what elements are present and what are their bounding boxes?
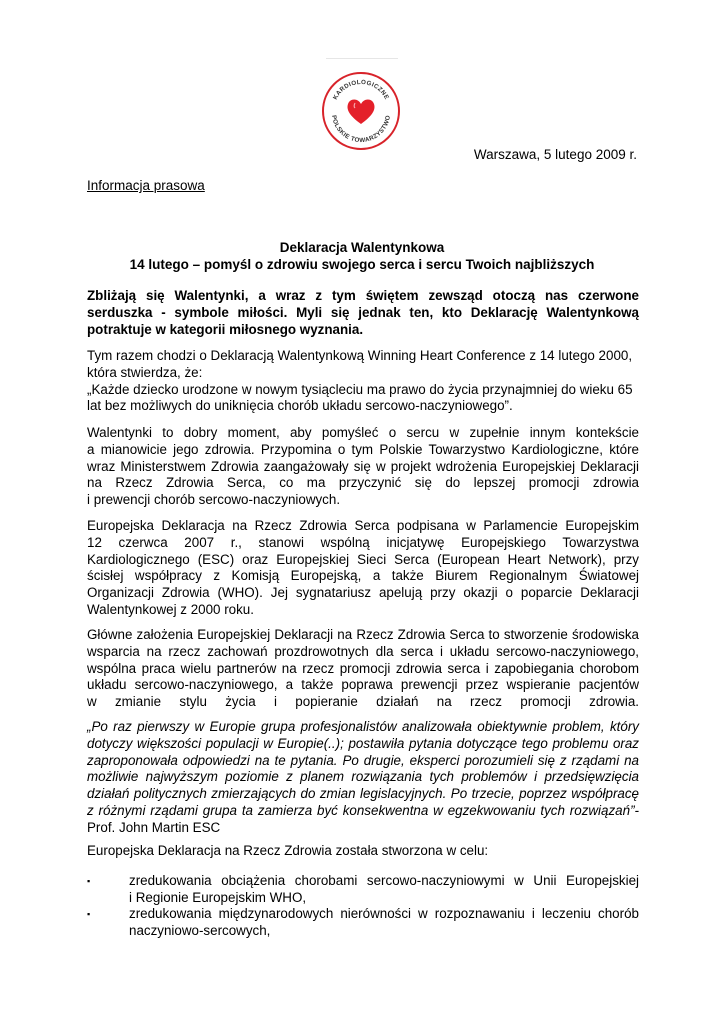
- logo-text-bottom: POLSKIE TOWARZYSTWO: [330, 114, 392, 145]
- paragraph-line: Europejska Deklaracja na Rzecz Zdrowia została stworzona w celu:: [87, 843, 489, 858]
- bullet-line: zredukowania międzynarodowych nierówności w rozpoznawaniu i leczeniu chorób: [129, 906, 639, 921]
- ptk-logo: [320, 70, 402, 152]
- paragraph-line: Tym razem chodzi o Deklaracją Walentynkową Winning Heart Conference z 14 lutego 2000,: [87, 348, 633, 363]
- paragraph-2: [87, 425, 639, 509]
- bullet-line: zredukowania obciążenia chorobami sercowo-naczyniowymi w Unii Europejskiej: [129, 873, 639, 888]
- paragraph-1: [87, 348, 639, 415]
- lead-line: serduszka - symbole miłości. Myli się jednak ten, kto Deklarację Walentynkową: [87, 304, 639, 320]
- paragraph-line: na Rzecz Zdrowia Serca, co ma przyczynić się do lepszej promocji zdrowia: [87, 475, 639, 491]
- paragraph-line: „Każde dziecko urodzone w nowym tysiącleciu ma prawo do życia przynajmniej do wieku 65: [87, 381, 633, 397]
- bullet-item-1: [87, 873, 639, 907]
- bullet-icon: ▪: [87, 909, 91, 919]
- logo-text-top: KARDIOLOGICZNE: [331, 78, 391, 101]
- paragraph-line: Europejska Deklaracja na Rzecz Zdrowia Serca podpisana w Parlamencie Europejskim: [87, 518, 639, 533]
- paragraph-line: która stwierdza, że:: [87, 364, 203, 380]
- paragraph-line: lat bez możliwych do uniknięcia chorób układu sercowo-naczyniowego”.: [87, 398, 513, 414]
- quote-line: zaproponowała odpowiedzi na te pytania. Po drugie, eksperci porozumieli się z rządami na: [87, 752, 639, 768]
- paragraph-line: a mianowicie jego zdrowia. Przypomina o tym Polskie Towarzystwo Kardiologiczne, które: [87, 441, 639, 457]
- paragraph-line: Główne założenia Europejskiej Deklaracji na Rzecz Zdrowia Serca to stworzenie środowiska: [87, 627, 639, 642]
- paragraph-line: 12 czerwca 2007 r., stanowi wspólną inicjatywę Europejskiego Towarzystwa: [87, 534, 639, 550]
- paragraph-line: Walentynki to dobry moment, aby pomyśleć o sercu w zupełnie innym kontekście: [87, 425, 639, 440]
- bullet-line: naczyniowo-sercowych,: [129, 922, 271, 938]
- paragraph-line: ścisłej współpracy z Komisją Europejską, a także Biurem Regionalnym Światowej: [87, 568, 639, 584]
- press-release-label: Informacja prasowa: [87, 178, 205, 193]
- document-subtitle: 14 lutego – pomyśl o zdrowiu swojego serca i sercu Twoich najbliższych: [129, 257, 595, 272]
- paragraph-line: Walentynkowej z 2000 roku.: [87, 601, 254, 617]
- quote-line: działań politycznych zmierzających do zmian legislacyjnych. Po trzecie, poprzez współpracę: [87, 786, 639, 802]
- paragraph-line: w zmianie stylu życia i popieranie działań na rzecz promocji zdrowia.: [87, 694, 639, 710]
- paragraph-line: Organizacji Zdrowia (WHO). Jej sygnatariusz apelują przy okazji o poparcie Deklaracji: [87, 585, 639, 601]
- date-line: Warszawa, 5 lutego 2009 r.: [473, 147, 637, 162]
- quote-line: „Po raz pierwszy w Europie grupa profesjonalistów analizowała obiektywnie problem, który: [87, 719, 639, 734]
- paragraph-line: wspólna praca wielu partnerów na rzecz promocji zdrowia serca i zapobiegania chorobom: [87, 660, 639, 676]
- paragraph-5: [87, 843, 639, 860]
- bullet-line: i Regionie Europejskim WHO,: [129, 889, 307, 905]
- quote-line: z różnymi rządami grupa ta zamierza być konsekwentna w egzekwowaniu tych rozwiązań”-: [87, 802, 639, 818]
- quote-line: możliwie najwyższym poziomie z planem rozwiązania tych problemów i przedsięwzięcia: [87, 769, 639, 785]
- paragraph-3: [87, 518, 639, 619]
- bullet-icon: ▪: [87, 876, 91, 886]
- lead-line: Zbliżają się Walentynki, a wraz z tym świętem zewsząd otoczą nas czerwone: [87, 288, 639, 303]
- paragraph-line: wraz Ministerstwem Zdrowia zaangażowały się w projekt wdrożenia Europejskiej Deklaracji: [87, 458, 639, 474]
- lead-line: potraktuje w kategorii miłosnego wyznania.: [87, 321, 364, 337]
- paragraph-line: układu sercowo-naczyniowego, a także poprawa prewencji przez wspieranie pacjentów: [87, 677, 639, 693]
- quote-line: dotyczy większości populacji w Europie(..); postawiła pytania dotyczące tego problemu oraz: [87, 735, 639, 751]
- paragraph-line: Kardiologicznego (ESC) oraz Europejskiej Sieci Serca (European Heart Network), przy: [87, 551, 639, 567]
- top-divider: [326, 58, 398, 59]
- document-title: Deklaracja Walentynkowa: [279, 240, 445, 255]
- quote-author: Prof. John Martin ESC: [87, 819, 221, 835]
- quote-block: [87, 719, 639, 837]
- lead-paragraph: [87, 288, 639, 338]
- paragraph-4: [87, 627, 639, 711]
- paragraph-line: i prewencji chorób sercowo-naczyniowych.: [87, 492, 341, 508]
- paragraph-line: wsparcia na rzecz zachowań prozdrowotnych dla serca i układu sercowo-naczyniowego,: [87, 643, 639, 659]
- bullet-item-2: [87, 906, 639, 940]
